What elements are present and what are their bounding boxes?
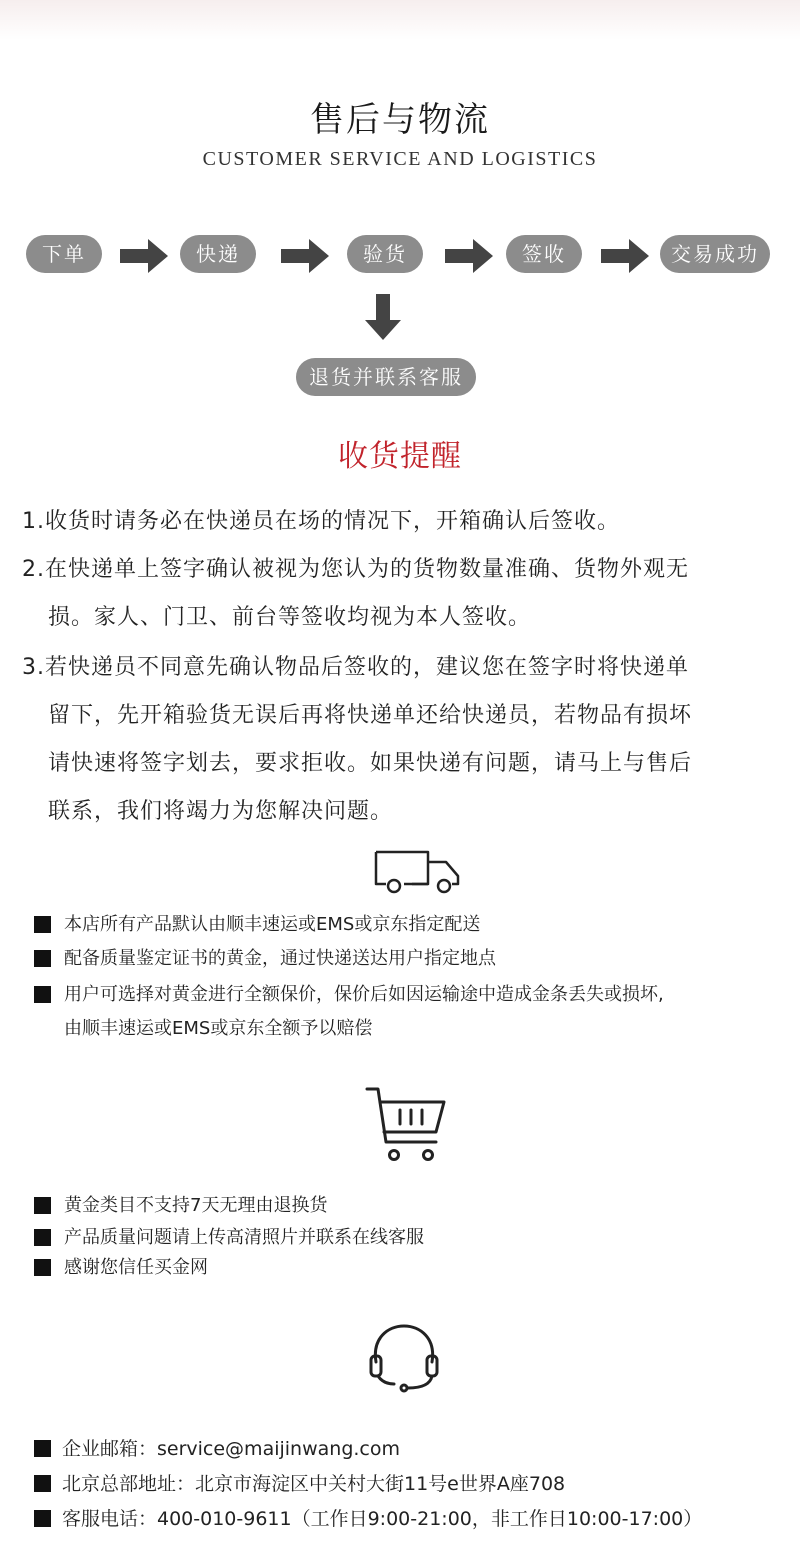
contact-email: 企业邮箱：service@maijinwang.com: [34, 1432, 774, 1466]
bullet-square-icon: [34, 1259, 51, 1276]
arrow-right-icon: [601, 239, 649, 273]
headset-icon: [364, 1322, 444, 1394]
returns-item: 感谢您信任买金网: [34, 1252, 774, 1284]
page-subtitle: CUSTOMER SERVICE AND LOGISTICS: [202, 148, 598, 170]
bullet-square-icon: [34, 916, 51, 933]
rule-line: 2.在快递单上签字确认被视为您认为的货物数量准确、货物外观无: [22, 557, 689, 582]
rule-line: 请快速将签字划去，要求拒收。如果快递有问题，请马上与售后: [48, 751, 693, 776]
bullet-square-icon: [34, 1475, 51, 1492]
rule-line: 留下，先开箱验货无误后再将快递单还给快递员，若物品有损坏: [48, 703, 693, 728]
shopping-cart-icon: [364, 1084, 448, 1164]
bullet-square-icon: [34, 1440, 51, 1457]
bullet-square-icon: [34, 950, 51, 967]
top-decoration: [0, 0, 800, 40]
bullet-square-icon: [34, 986, 51, 1003]
logistics-item: 配备质量鉴定证书的黄金，通过快递送达用户指定地点: [34, 942, 774, 976]
flow-step-express: 快递: [180, 235, 256, 273]
flow-step-sign: 签收: [506, 235, 582, 273]
contact-phone: 客服电话：400-010-9611（工作日9:00-21:00，非工作日10:00-17:00）: [34, 1502, 774, 1536]
flow-step-order: 下单: [26, 235, 102, 273]
logistics-item: 本店所有产品默认由顺丰速运或EMS或京东指定配送: [34, 908, 774, 942]
rule-line: 1.收货时请务必在快递员在场的情况下，开箱确认后签收。: [22, 509, 620, 534]
bullet-square-icon: [34, 1510, 51, 1527]
contact-address: 北京总部地址：北京市海淀区中关村大街11号e世界A座708: [34, 1467, 774, 1501]
reminder-title: 收货提醒: [338, 439, 462, 474]
arrow-right-icon: [445, 239, 493, 273]
page-title: 售后与物流: [310, 100, 490, 140]
reminder-rule-1: [22, 498, 782, 546]
truck-icon: [372, 848, 462, 894]
logistics-item: 用户可选择对黄金进行全额保价，保价后如因运输途中造成金条丢失或损坏, 由顺丰速运或EMS或京东全额予以赔偿: [34, 978, 774, 1046]
rule-line: 3.若快递员不同意先确认物品后签收的，建议您在签字时将快递单: [22, 655, 689, 680]
bullet-square-icon: [34, 1229, 51, 1246]
arrow-right-icon: [281, 239, 329, 273]
returns-item: 黄金类目不支持7天无理由退换货: [34, 1190, 774, 1222]
returns-item: 产品质量问题请上传高清照片并联系在线客服: [34, 1222, 774, 1254]
rule-line: 联系，我们将竭力为您解决问题。: [48, 799, 394, 824]
rule-line: 损。家人、门卫、前台等签收均视为本人签收。: [48, 605, 532, 630]
bullet-square-icon: [34, 1197, 51, 1214]
flow-step-return: 退货并联系客服: [296, 358, 476, 396]
reminder-rule-3: [22, 644, 782, 836]
flow-step-inspect: 验货: [347, 235, 423, 273]
arrow-right-icon: [120, 239, 168, 273]
arrow-down-icon: [365, 294, 401, 340]
flow-step-complete: 交易成功: [660, 235, 770, 273]
reminder-rule-2: [22, 546, 782, 642]
